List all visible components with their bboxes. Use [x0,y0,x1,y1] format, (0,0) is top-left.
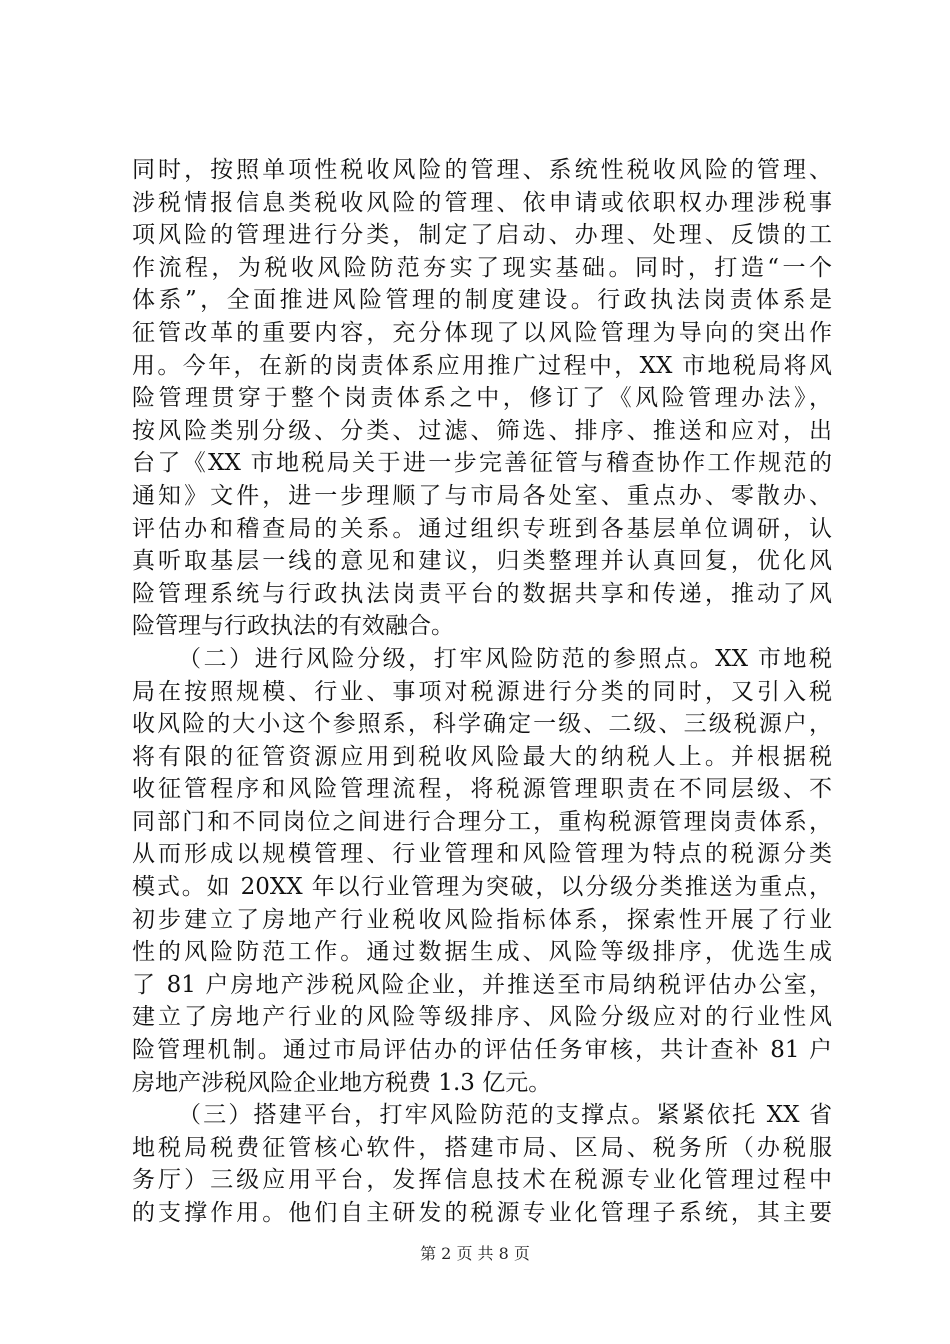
text-line: 模式。如 20XX 年以行业管理为突破，以分级分类推送为重点， [132,874,832,901]
text-line: 台了《XX 市地税局关于进一步完善征管与稽查协作工作规范的 [132,450,832,477]
text-line: 建立了房地产行业的风险等级排序、风险分级应对的行业性风 [132,1004,832,1031]
text-line: 同部门和不同岗位之间进行合理分工，重构税源管理岗责体系， [132,808,832,835]
text-line: 按风险类别分级、分类、过滤、筛选、排序、推送和应对，出 [132,417,832,444]
text-line: （二）进行风险分级，打牢风险防范的参照点。XX 市地税 [178,645,832,672]
text-line: 地税局税费征管核心软件，搭建市局、区局、税务所（办税服 [132,1134,832,1161]
text-line: 了 81 户房地产涉税风险企业，并推送至市局纳税评估办公室， [132,971,832,998]
text-line: 征管改革的重要内容，充分体现了以风险管理为导向的突出作 [132,319,832,346]
text-line: 用。今年，在新的岗责体系应用推广过程中，XX 市地税局将风 [132,352,832,379]
text-line: 险管理贯穿于整个岗责体系之中，修订了《风险管理办法》， [132,385,832,412]
text-line: 评估办和稽查局的关系。通过组织专班到各基层单位调研，认 [132,515,832,542]
text-line: 从而形成以规模管理、行业管理和风险管理为特点的税源分类 [132,841,832,868]
text-line: 险管理系统与行政执法岗责平台的数据共享和传递，推动了风 [132,580,832,607]
text-line: 收征管程序和风险管理流程，将税源管理职责在不同层级、不 [132,776,832,803]
text-line: 局在按照规模、行业、事项对税源进行分类的同时，又引入税 [132,678,832,705]
text-line: 险管理与行政执法的有效融合。 [132,613,454,640]
text-line: 真听取基层一线的意见和建议，归类整理并认真回复，优化风 [132,548,832,575]
page-number-label: 第 2 页 共 8 页 [420,1244,530,1263]
text-line: 收风险的大小这个参照系，科学确定一级、二级、三级税源户， [132,711,832,738]
page-footer [0,1243,950,1265]
text-line: 体系”，全面推进风险管理的制度建设。行政执法岗责体系是 [132,287,832,314]
text-line: 通知》文件，进一步理顺了与市局各处室、重点办、零散办、 [132,482,832,509]
body-text [132,154,832,1230]
text-line: 将有限的征管资源应用到税收风险最大的纳税人上。并根据税 [132,743,832,770]
text-line: 项风险的管理进行分类，制定了启动、办理、处理、反馈的工 [132,222,832,249]
text-line: （三）搭建平台，打牢风险防范的支撑点。紧紧依托 XX 省 [178,1102,832,1129]
text-line: 险管理机制。通过市局评估办的评估任务审核，共计查补 81 户 [132,1037,832,1064]
text-line: 的支撑作用。他们自主研发的税源专业化管理子系统，其主要 [132,1200,832,1226]
text-line: 务厅）三级应用平台，发挥信息技术在税源专业化管理过程中 [132,1167,832,1194]
text-line: 涉税情报信息类税收风险的管理、依申请或依职权办理涉税事 [132,189,832,216]
text-line: 初步建立了房地产行业税收风险指标体系，探索性开展了行业 [132,906,832,933]
text-line: 作流程，为税收风险防范夯实了现实基础。同时，打造“一个 [132,254,832,281]
text-line: 性的风险防范工作。通过数据生成、风险等级排序，优选生成 [132,939,832,966]
text-line: 同时，按照单项性税收风险的管理、系统性税收风险的管理、 [132,157,832,183]
text-line: 房地产涉税风险企业地方税费 1.3 亿元。 [132,1069,552,1096]
